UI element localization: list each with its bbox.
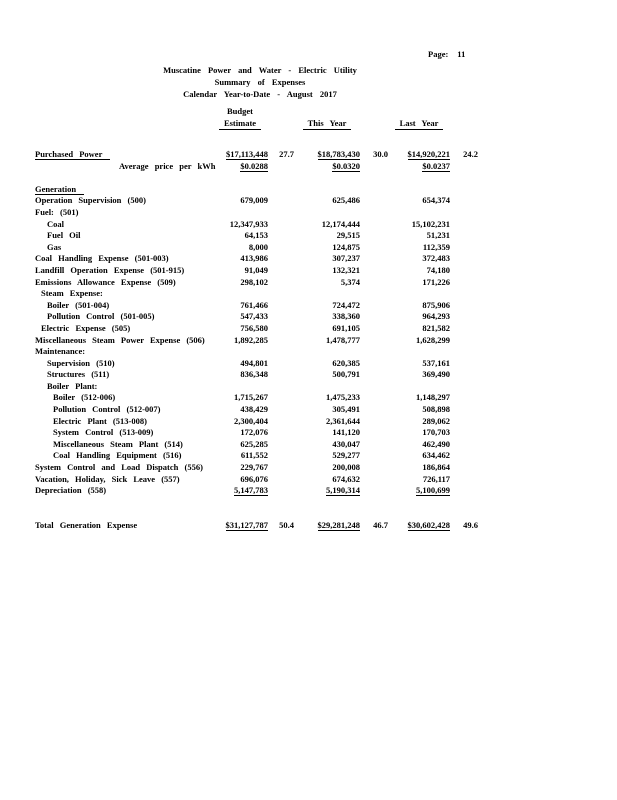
budget-percent-column-header bbox=[268, 106, 294, 130]
this-year-percent-column-header bbox=[360, 106, 388, 130]
budget-percent bbox=[268, 300, 294, 312]
row-label: Maintenance: bbox=[35, 346, 86, 357]
last-year-value: 537,161 bbox=[422, 357, 450, 368]
this-year-percent bbox=[360, 381, 388, 393]
last-year-value: 1,148,297 bbox=[416, 392, 450, 403]
label-column-header bbox=[35, 106, 190, 130]
budget-column-header bbox=[190, 106, 268, 130]
this-year-percent bbox=[360, 346, 388, 358]
budget-percent bbox=[268, 474, 294, 486]
spacer-row bbox=[35, 172, 478, 184]
row-label: Depreciation (558) bbox=[35, 485, 107, 496]
last-year-value: 462,490 bbox=[422, 438, 450, 449]
last-year-percent bbox=[450, 300, 478, 312]
this-year-value: 1,478,777 bbox=[326, 334, 360, 345]
this-year-value: 1,475,233 bbox=[326, 392, 360, 403]
row-label: Boiler Plant: bbox=[47, 380, 98, 391]
this-year-value: 12,174,444 bbox=[321, 218, 360, 229]
last-year-percent bbox=[450, 323, 478, 335]
budget-value bbox=[190, 207, 268, 219]
table-row bbox=[35, 149, 478, 161]
report-header bbox=[35, 64, 485, 100]
last-year-value: $30,602,428 bbox=[407, 519, 450, 530]
table-row bbox=[35, 462, 478, 474]
this-year-percent bbox=[360, 474, 388, 486]
budget-value: 64,153 bbox=[244, 230, 268, 241]
budget-percent bbox=[268, 358, 294, 370]
this-year-value: 2,361,644 bbox=[326, 415, 360, 426]
this-year-value bbox=[294, 288, 360, 300]
this-year-value: 724,472 bbox=[332, 299, 360, 310]
table-row bbox=[35, 392, 478, 404]
budget-value: 761,466 bbox=[240, 299, 268, 310]
this-year-value: 5,374 bbox=[340, 276, 360, 287]
budget-value: 5,147,783 bbox=[234, 485, 268, 496]
table-row bbox=[35, 323, 478, 335]
last-year-value: 74,180 bbox=[426, 264, 450, 275]
last-year-value: 654,374 bbox=[422, 195, 450, 206]
this-year-value: 500,791 bbox=[332, 369, 360, 380]
last-year-value: 875,906 bbox=[422, 299, 450, 310]
table-row bbox=[35, 230, 478, 242]
last-year-value: 634,462 bbox=[422, 450, 450, 461]
budget-value: $17,113,448 bbox=[225, 149, 268, 159]
row-label: Structures (511) bbox=[47, 369, 110, 380]
last-year-value: $14,920,221 bbox=[407, 149, 450, 159]
last-year-percent bbox=[450, 416, 478, 428]
this-year-value: 529,277 bbox=[332, 450, 360, 461]
row-label: Vacation, Holiday, Sick Leave (557) bbox=[35, 473, 180, 484]
row-label: Boiler (512-006) bbox=[53, 392, 116, 403]
budget-percent: 27.7 bbox=[279, 149, 294, 159]
this-year-value: 625,486 bbox=[332, 195, 360, 206]
table-row bbox=[35, 195, 478, 207]
last-year-percent bbox=[450, 474, 478, 486]
budget-value: 696,076 bbox=[240, 473, 268, 484]
this-year-percent bbox=[360, 335, 388, 347]
last-year-percent bbox=[450, 230, 478, 242]
this-year-percent: 46.7 bbox=[373, 519, 388, 530]
budget-value: 1,892,285 bbox=[234, 334, 268, 345]
last-year-value: 112,359 bbox=[422, 241, 450, 252]
row-label: Pollution Control (501-005) bbox=[47, 311, 155, 322]
last-year-value: $0.0237 bbox=[422, 160, 450, 171]
last-year-percent bbox=[450, 265, 478, 277]
last-year-value: 15,102,231 bbox=[411, 218, 450, 229]
budget-percent bbox=[268, 427, 294, 439]
budget-value: $31,127,787 bbox=[225, 519, 268, 530]
budget-percent bbox=[268, 184, 294, 196]
this-year-value: 307,237 bbox=[332, 253, 360, 264]
section-row bbox=[35, 184, 478, 196]
last-year-percent bbox=[450, 439, 478, 451]
last-year-value: 5,100,699 bbox=[416, 485, 450, 496]
budget-percent bbox=[268, 439, 294, 451]
expense-table bbox=[35, 149, 478, 531]
budget-percent bbox=[268, 277, 294, 289]
last-year-column-header bbox=[388, 106, 450, 130]
this-year-percent bbox=[360, 439, 388, 451]
this-year-column-header-label: This Year bbox=[303, 118, 352, 131]
this-year-percent bbox=[360, 195, 388, 207]
this-year-value: $0.0320 bbox=[332, 160, 360, 171]
row-label: Total Generation Expense bbox=[35, 519, 138, 530]
budget-value: 172,076 bbox=[240, 427, 268, 438]
row-label: Average price per kWh bbox=[119, 160, 216, 171]
page-label: Page: bbox=[428, 49, 449, 59]
report-subtitle: Summary of Expenses bbox=[214, 77, 306, 87]
last-year-percent bbox=[450, 219, 478, 231]
this-year-percent bbox=[360, 427, 388, 439]
this-year-percent bbox=[360, 323, 388, 335]
table-row bbox=[35, 485, 478, 497]
last-year-percent bbox=[450, 392, 478, 404]
row-label: Fuel Oil bbox=[47, 230, 81, 241]
budget-percent bbox=[268, 311, 294, 323]
table-row bbox=[35, 288, 478, 300]
row-label: Purchased Power bbox=[35, 149, 190, 161]
this-year-percent bbox=[360, 184, 388, 196]
table-row bbox=[35, 416, 478, 428]
budget-percent bbox=[268, 369, 294, 381]
last-year-percent-column-header bbox=[450, 106, 478, 130]
this-year-percent bbox=[360, 265, 388, 277]
this-year-percent bbox=[360, 392, 388, 404]
budget-value: 12,347,933 bbox=[229, 218, 268, 229]
row-label: Landfill Operation Expense (501-915) bbox=[35, 264, 185, 275]
table-row bbox=[35, 450, 478, 462]
last-year-percent: 49.6 bbox=[463, 519, 478, 530]
last-year-percent bbox=[450, 253, 478, 265]
this-year-value bbox=[294, 381, 360, 393]
budget-percent bbox=[268, 219, 294, 231]
table-row bbox=[35, 474, 478, 486]
this-year-value: 338,360 bbox=[332, 311, 360, 322]
budget-value: 625,285 bbox=[240, 438, 268, 449]
budget-percent bbox=[268, 450, 294, 462]
budget-percent bbox=[268, 392, 294, 404]
report-period: Calendar Year-to-Date - August 2017 bbox=[183, 89, 337, 99]
last-year-percent bbox=[450, 311, 478, 323]
page-number-value: 11 bbox=[457, 49, 466, 59]
last-year-percent bbox=[450, 404, 478, 416]
last-year-percent bbox=[450, 277, 478, 289]
this-year-column-header bbox=[294, 106, 360, 130]
this-year-value: $18,783,430 bbox=[317, 149, 360, 159]
last-year-value: 821,582 bbox=[422, 322, 450, 333]
row-label: Coal Handling Equipment (516) bbox=[53, 450, 182, 461]
last-year-percent bbox=[450, 161, 478, 173]
last-year-percent bbox=[450, 485, 478, 497]
row-label: Emissions Allowance Expense (509) bbox=[35, 276, 176, 287]
this-year-value: 124,875 bbox=[332, 241, 360, 252]
this-year-percent bbox=[360, 300, 388, 312]
this-year-value: $29,281,248 bbox=[317, 519, 360, 530]
this-year-percent bbox=[360, 219, 388, 231]
spacer-row bbox=[35, 497, 478, 520]
budget-percent bbox=[268, 195, 294, 207]
row-label: Operation Supervision (500) bbox=[35, 195, 146, 206]
budget-percent: 50.4 bbox=[279, 519, 294, 530]
table-row bbox=[35, 219, 478, 231]
this-year-value: 305,491 bbox=[332, 404, 360, 415]
budget-value bbox=[190, 288, 268, 300]
budget-percent bbox=[268, 381, 294, 393]
this-year-percent bbox=[360, 358, 388, 370]
budget-value: 756,580 bbox=[240, 322, 268, 333]
budget-percent bbox=[268, 346, 294, 358]
last-year-percent bbox=[450, 288, 478, 300]
table-row bbox=[35, 427, 478, 439]
last-year-column-header-label: Last Year bbox=[395, 118, 444, 131]
last-year-value: 726,117 bbox=[422, 473, 450, 484]
this-year-percent bbox=[360, 311, 388, 323]
row-label: Pollution Control (512-007) bbox=[53, 404, 161, 415]
budget-value: 494,801 bbox=[240, 357, 268, 368]
last-year-value bbox=[388, 207, 450, 219]
last-year-value: 369,490 bbox=[422, 369, 450, 380]
this-year-percent bbox=[360, 450, 388, 462]
last-year-value: 51,231 bbox=[426, 230, 450, 241]
last-year-value: 964,293 bbox=[422, 311, 450, 322]
page-number bbox=[428, 49, 465, 59]
this-year-value: 691,105 bbox=[332, 322, 360, 333]
this-year-percent bbox=[360, 242, 388, 254]
this-year-value: 29,515 bbox=[336, 230, 360, 241]
last-year-value: 1,628,299 bbox=[416, 334, 450, 345]
last-year-value bbox=[388, 381, 450, 393]
last-year-value: 289,062 bbox=[422, 415, 450, 426]
this-year-value: 674,632 bbox=[332, 473, 360, 484]
this-year-percent bbox=[360, 462, 388, 474]
last-year-percent bbox=[450, 335, 478, 347]
this-year-percent: 30.0 bbox=[373, 149, 388, 159]
last-year-percent bbox=[450, 381, 478, 393]
last-year-percent bbox=[450, 242, 478, 254]
this-year-percent bbox=[360, 288, 388, 300]
budget-percent bbox=[268, 335, 294, 347]
table-row bbox=[35, 358, 478, 370]
last-year-value bbox=[388, 346, 450, 358]
last-year-value bbox=[388, 184, 450, 196]
last-year-percent bbox=[450, 184, 478, 196]
budget-value: 1,715,267 bbox=[234, 392, 268, 403]
this-year-value: 620,385 bbox=[332, 357, 360, 368]
last-year-percent bbox=[450, 195, 478, 207]
budget-percent bbox=[268, 207, 294, 219]
this-year-value: 141,120 bbox=[332, 427, 360, 438]
budget-value: 836,348 bbox=[240, 369, 268, 380]
budget-percent bbox=[268, 242, 294, 254]
table-row bbox=[35, 439, 478, 451]
row-label: Boiler (501-004) bbox=[47, 299, 110, 310]
row-label: Miscellaneous Steam Power Expense (506) bbox=[35, 334, 205, 345]
budget-value: 8,000 bbox=[248, 241, 268, 252]
column-headers bbox=[35, 106, 478, 130]
budget-value: 611,552 bbox=[240, 450, 268, 461]
budget-value bbox=[190, 381, 268, 393]
row-label: Electric Plant (513-008) bbox=[53, 415, 147, 426]
budget-value bbox=[190, 184, 268, 196]
this-year-value: 5,190,314 bbox=[326, 485, 360, 496]
this-year-value: 430,047 bbox=[332, 438, 360, 449]
budget-column-header-line2: Estimate bbox=[219, 118, 261, 131]
last-year-value: 508,898 bbox=[422, 404, 450, 415]
budget-value: $0.0288 bbox=[240, 160, 268, 171]
budget-column-header-line1: Budget bbox=[227, 106, 253, 116]
this-year-percent bbox=[360, 230, 388, 242]
row-label: Electric Expense (505) bbox=[41, 322, 131, 333]
this-year-value bbox=[294, 207, 360, 219]
this-year-value: 132,321 bbox=[332, 264, 360, 275]
last-year-percent bbox=[450, 346, 478, 358]
table-row bbox=[35, 404, 478, 416]
total-row bbox=[35, 520, 478, 532]
budget-percent bbox=[268, 404, 294, 416]
report-title: Muscatine Power and Water - Electric Utility bbox=[163, 65, 357, 75]
budget-value: 547,433 bbox=[240, 311, 268, 322]
row-label: Steam Expense: bbox=[41, 288, 103, 299]
last-year-percent: 24.2 bbox=[463, 149, 478, 159]
budget-value: 2,300,404 bbox=[234, 415, 268, 426]
last-year-percent bbox=[450, 462, 478, 474]
row-label: Miscellaneous Steam Plant (514) bbox=[53, 438, 183, 449]
this-year-percent bbox=[360, 404, 388, 416]
table-row bbox=[35, 369, 478, 381]
last-year-percent bbox=[450, 369, 478, 381]
last-year-value: 372,483 bbox=[422, 253, 450, 264]
row-label: System Control and Load Dispatch (556) bbox=[35, 462, 203, 473]
row-label: Supervision (510) bbox=[47, 357, 115, 368]
row-label: Gas bbox=[47, 241, 62, 252]
this-year-percent bbox=[360, 369, 388, 381]
this-year-percent bbox=[360, 485, 388, 497]
table-row bbox=[35, 207, 478, 219]
table-row bbox=[35, 346, 478, 358]
row-label: System Control (513-009) bbox=[53, 427, 154, 438]
row-label: Generation bbox=[35, 184, 190, 196]
this-year-percent bbox=[360, 161, 388, 173]
last-year-percent bbox=[450, 427, 478, 439]
row-label: Coal bbox=[47, 218, 64, 229]
budget-percent bbox=[268, 265, 294, 277]
this-year-percent bbox=[360, 253, 388, 265]
budget-value: 229,767 bbox=[240, 462, 268, 473]
row-label: Fuel: (501) bbox=[35, 206, 79, 217]
last-year-value bbox=[388, 288, 450, 300]
this-year-percent bbox=[360, 277, 388, 289]
this-year-percent bbox=[360, 207, 388, 219]
row-label: Coal Handling Expense (501-003) bbox=[35, 253, 169, 264]
budget-value: 679,009 bbox=[240, 195, 268, 206]
this-year-percent bbox=[360, 416, 388, 428]
last-year-percent bbox=[450, 450, 478, 462]
table-row bbox=[35, 381, 478, 393]
budget-value: 91,049 bbox=[244, 264, 268, 275]
last-year-value: 186,864 bbox=[422, 462, 450, 473]
this-year-value: 200,008 bbox=[332, 462, 360, 473]
table-row bbox=[35, 335, 478, 347]
table-row bbox=[35, 161, 478, 173]
budget-percent bbox=[268, 253, 294, 265]
budget-value: 413,986 bbox=[240, 253, 268, 264]
this-year-value bbox=[294, 346, 360, 358]
table-row bbox=[35, 311, 478, 323]
table-row bbox=[35, 253, 478, 265]
budget-percent bbox=[268, 416, 294, 428]
last-year-percent bbox=[450, 207, 478, 219]
budget-value: 438,429 bbox=[240, 404, 268, 415]
table-row bbox=[35, 277, 478, 289]
budget-value bbox=[190, 346, 268, 358]
this-year-value bbox=[294, 184, 360, 196]
budget-percent bbox=[268, 485, 294, 497]
table-row bbox=[35, 242, 478, 254]
budget-percent bbox=[268, 161, 294, 173]
last-year-value: 170,703 bbox=[422, 427, 450, 438]
table-row bbox=[35, 265, 478, 277]
budget-percent bbox=[268, 230, 294, 242]
budget-value: 298,102 bbox=[240, 276, 268, 287]
table-row bbox=[35, 300, 478, 312]
budget-percent bbox=[268, 462, 294, 474]
budget-percent bbox=[268, 323, 294, 335]
budget-percent bbox=[268, 288, 294, 300]
last-year-percent bbox=[450, 358, 478, 370]
last-year-value: 171,226 bbox=[422, 276, 450, 287]
